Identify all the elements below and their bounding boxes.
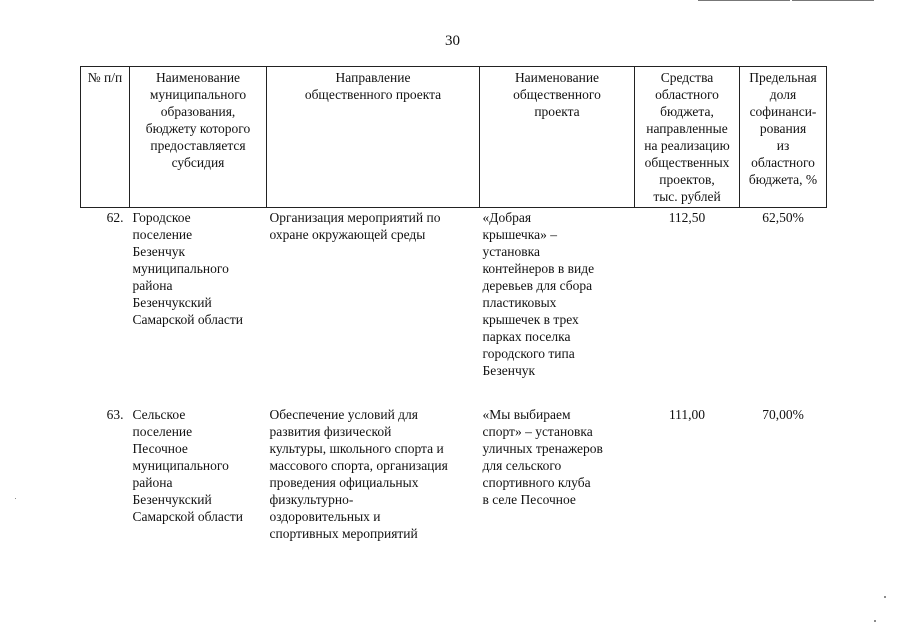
- row-municipality: Сельское поселение Песочное муниципального района Безенчукский Самарской области: [132, 407, 244, 524]
- header-direction: Направление общественного проекта: [267, 67, 480, 208]
- row-share: 62,50%: [762, 210, 804, 225]
- scan-speck: [874, 620, 876, 622]
- top-rule-left: [698, 0, 790, 1]
- header-number: № п/п: [81, 67, 130, 208]
- row-amount: 112,50: [668, 210, 706, 225]
- header-amount: Средства областного бюджета, направленные на реализацию общественных проектов, тыс. рублей: [635, 67, 740, 208]
- header-share: Предельная доля софинанси- рования из областного бюджета, %: [740, 67, 827, 208]
- row-direction: Обеспечение условий для развития физической культуры, школьного спорта и массового спорта, организация проведения официальных физкультурно- оздоровительных и спортивных мероприятий: [269, 407, 448, 541]
- row-direction: Организация мероприятий по охране окружающей среды: [269, 210, 441, 242]
- header-project: Наименование общественного проекта: [480, 67, 635, 208]
- top-rule-right: [792, 0, 874, 1]
- row-amount: 111,00: [668, 407, 706, 422]
- header-municipality: Наименование муниципального образования, бюджету которого предоставляется субсидия: [130, 67, 267, 208]
- row-number: 62.: [106, 210, 124, 225]
- row-number: 63.: [106, 407, 124, 422]
- scan-speck: [884, 596, 886, 598]
- page-number: 30: [445, 33, 460, 49]
- table-row: [81, 391, 827, 542]
- row-project: «Мы выбираем спорт» – установка уличных тренажеров для сельского спортивного клуба в селе Песочное: [482, 407, 603, 507]
- row-municipality: Городское поселение Безенчук муниципального района Безенчукский Самарской области: [132, 210, 244, 327]
- subsidy-table: [80, 66, 827, 542]
- table-row: [81, 208, 827, 392]
- row-project: «Добрая крышечка» – установка контейнеров в виде деревьев для сбора пластиковых крышечек в трех парках поселка городского типа Безенчук: [482, 210, 595, 378]
- table-header-row: [81, 67, 827, 208]
- scan-speck: [15, 498, 16, 499]
- row-share: 70,00%: [762, 407, 804, 422]
